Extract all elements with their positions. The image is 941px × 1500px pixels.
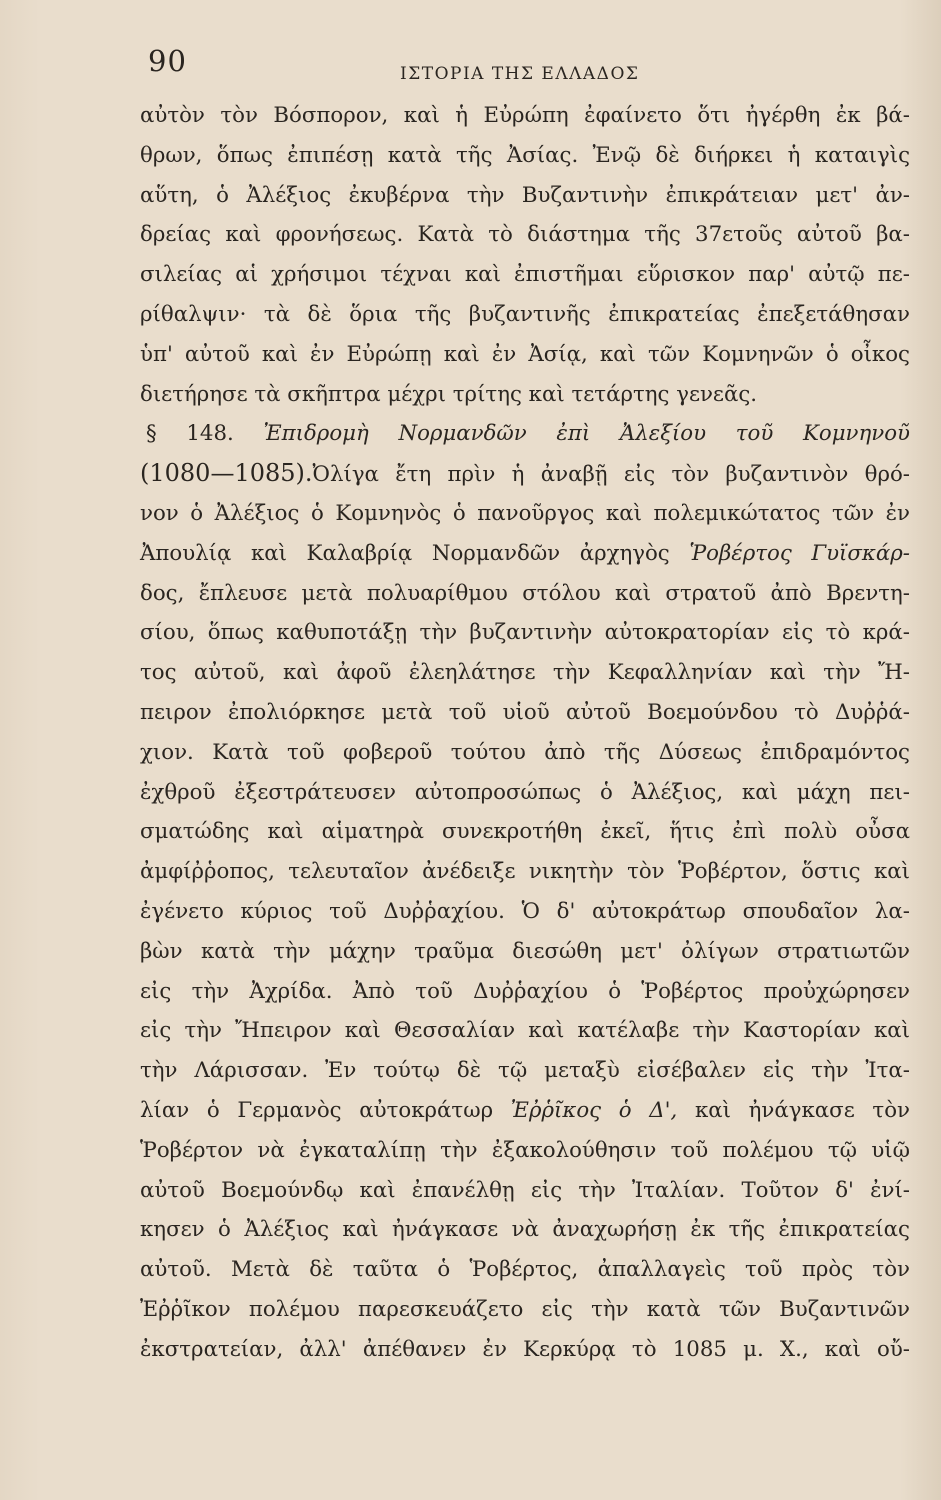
section-heading-line-2 <box>140 454 910 494</box>
body-text <box>140 96 910 1370</box>
text-line: πειρον ἐπολιόρκησε μετὰ τοῦ υἱοῦ αὐτοῦ Βοεμούνδου τὸ Δυῤῥά- <box>140 699 910 725</box>
text-line: θρων, ὅπως ἐπιπέσῃ κατὰ τῆς Ἀσίας. Ἐνῷ δὲ διήρκει ἡ καταιγὶς <box>140 142 910 168</box>
section-heading-line <box>140 414 910 454</box>
text-line: ὑπ' αὐτοῦ καὶ ἐν Εὐρώπῃ καὶ ἐν Ἀσίᾳ, καὶ τῶν Κομνηνῶν ὁ οἶκος <box>140 341 910 367</box>
text-line: σματώδης καὶ αἱματηρὰ συνεκροτήθη ἐκεῖ, ἥτις ἐπὶ πολὺ οὖσα <box>140 819 910 845</box>
text-line: αὐτοῦ. Μετὰ δὲ ταῦτα ὁ Ῥοβέρτος, ἀπαλλαγεὶς τοῦ πρὸς τὸν <box>140 1257 910 1283</box>
text-line: διετήρησε τὰ σκῆπτρα μέχρι τρίτης καὶ τετάρτης γενεᾶς. <box>140 381 758 407</box>
running-title: ΙΣΤΟΡΙΑ ΤΗΣ ΕΛΛΑΔΟΣ <box>400 64 640 84</box>
text-line: αὕτη, ὁ Ἀλέξιος ἐκυβέρνα τὴν Βυζαντινὴν ἐπικράτειαν μετ' ἀν- <box>140 182 910 208</box>
text-line: δος, ἔπλευσε μετὰ πολυαρίθμου στόλου καὶ στρατοῦ ἀπὸ Βρεντη- <box>140 580 910 606</box>
text-line: τος αὐτοῦ, καὶ ἀφοῦ ἐλεηλάτησε τὴν Κεφαλληνίαν καὶ τὴν Ἤ- <box>140 660 910 686</box>
section-title: Ἐπιδρομὴ Νορμανδῶν ἐπὶ Ἀλεξίου τοῦ Κομνηνοῦ <box>263 421 910 447</box>
text-line: Ἐῤῥῖκον πολέμου παρεσκευάζετο εἰς τὴν κατὰ τῶν Βυζαντινῶν <box>140 1296 910 1322</box>
text-line: ρίθαλψιν· τὰ δὲ ὅρια τῆς βυζαντινῆς ἐπικρατείας ἐπεξετάθησαν <box>140 301 910 327</box>
section-number: § 148. <box>146 421 234 447</box>
text-fragment: καὶ ἠνάγκασε τὸν <box>694 1097 910 1123</box>
text-line: βὼν κατὰ τὴν μάχην τραῦμα διεσώθη μετ' ὀλίγων στρατιωτῶν <box>140 938 910 964</box>
text-line: ἐκστρατείαν, ἀλλ' ἀπέθανεν ἐν Κερκύρᾳ τὸ 1085 μ. Χ., καὶ οὔ- <box>140 1336 910 1362</box>
text-line: εἰς τὴν Ἤπειρον καὶ Θεσσαλίαν καὶ κατέλαβε τὴν Καστορίαν καὶ <box>140 1018 910 1044</box>
text-line: δρείας καὶ φρονήσεως. Κατὰ τὸ διάστημα τῆς 37ετοῦς αὐτοῦ βα- <box>140 222 910 248</box>
text-fragment: Ἀπουλίᾳ καὶ Καλαβρίᾳ Νορμανδῶν ἀρχηγὸς <box>140 540 670 566</box>
text-fragment: λίαν ὁ Γερμανὸς αὐτοκράτωρ <box>140 1097 494 1123</box>
text-line: τὴν Λάρισσαν. Ἐν τούτῳ δὲ τῷ μεταξὺ εἰσέβαλεν εἰς τὴν Ἰτα- <box>140 1058 910 1084</box>
text-line: αὐτὸν τὸν Βόσπορον, καὶ ἡ Εὐρώπη ἐφαίνετο ὅτι ἠγέρθη ἐκ βά- <box>140 103 910 128</box>
robert-name: Ῥοβέρτος Γυϊσκάρ- <box>689 540 910 566</box>
text-line: ἐχθροῦ ἐξεστράτευσεν αὐτοπροσώπως ὁ Ἀλέξιος, καὶ μάχη πει- <box>140 779 910 805</box>
page-number: 90 <box>148 44 187 78</box>
text-line-with-name <box>140 1091 910 1131</box>
text-fragment: Ὀλίγα ἔτη πρὶν ἡ ἀναβῇ εἰς τὸν βυζαντινὸν θρό- <box>312 462 910 488</box>
text-line: χιον. Κατὰ τοῦ φοβεροῦ τούτου ἀπὸ τῆς Δύσεως ἐπιδραμόντος <box>140 739 910 765</box>
text-line: ἐγένετο κύριος τοῦ Δυῤῥαχίου. Ὁ δ' αὐτοκράτωρ σπουδαῖον λα- <box>140 898 910 924</box>
text-line: σίου, ὅπως καθυποτάξῃ τὴν βυζαντινὴν αὐτοκρατορίαν εἰς τὸ κρά- <box>140 620 910 646</box>
text-line: σιλείας αἱ χρήσιμοι τέχναι καὶ ἐπιστῆμαι εὕρισκον παρ' αὐτῷ πε- <box>140 262 910 288</box>
text-line: κησεν ὁ Ἀλέξιος καὶ ἠνάγκασε νὰ ἀναχωρήσῃ ἐκ τῆς ἐπικρατείας <box>140 1217 910 1243</box>
text-line: Ῥοβέρτον νὰ ἐγκαταλίπῃ τὴν ἐξακολούθησιν τοῦ πολέμου τῷ υἱῷ <box>140 1137 910 1163</box>
text-line: ἀμφίῤῥοπος, τελευταῖον ἀνέδειξε νικητὴν τὸν Ῥοβέρτον, ὅστις καὶ <box>140 859 910 885</box>
section-dates: (1080—1085). <box>140 459 313 488</box>
text-line: αὐτοῦ Βοεμούνδῳ καὶ ἐπανέλθῃ εἰς τὴν Ἰταλίαν. Τοῦτον δ' ἐνί- <box>140 1177 910 1203</box>
text-line-with-name <box>140 534 910 574</box>
henry-name: Ἐῤῥῖκος ὁ Δ', <box>510 1097 678 1123</box>
text-line: νον ὁ Ἀλέξιος ὁ Κομνηνὸς ὁ πανοῦργος καὶ πολεμικώτατος τῶν ἐν <box>140 500 910 526</box>
text-line: εἰς τὴν Ἀχρίδα. Ἀπὸ τοῦ Δυῤῥαχίου ὁ Ῥοβέρτος προὐχώρησεν <box>140 978 910 1004</box>
